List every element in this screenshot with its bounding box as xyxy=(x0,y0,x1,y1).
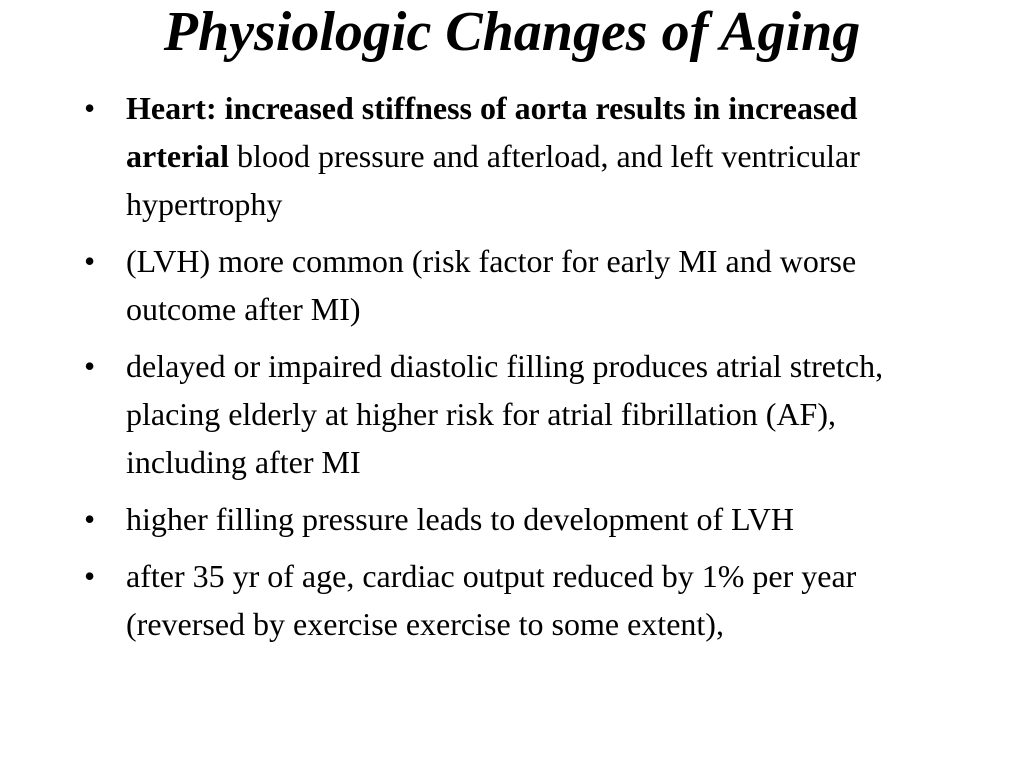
bullet-item xyxy=(84,495,954,543)
slide-title: Physiologic Changes of Aging xyxy=(163,1,861,63)
bullet-text: (LVH) more common (risk factor for early MI and worse outcome after MI) xyxy=(126,243,857,327)
bullet-dot-icon: • xyxy=(84,348,96,384)
bullet-item xyxy=(84,552,954,648)
bullet-text: blood pressure and afterload, and left ventricular hypertrophy xyxy=(126,138,860,222)
bullet-bold-text: Heart: increased stiffness of aorta results in increased arterial xyxy=(126,90,858,174)
bullet-dot-icon: • xyxy=(84,558,96,594)
bullet-text: delayed or impaired diastolic filling produces atrial stretch, placing elderly at higher risk for atrial fibrillation (AF), including after MI xyxy=(126,348,884,480)
bullet-item xyxy=(84,84,954,228)
bullet-item xyxy=(84,237,954,333)
bullet-dot-icon: • xyxy=(84,90,96,126)
bullet-dot-icon: • xyxy=(84,501,96,537)
bullet-list xyxy=(84,84,954,657)
bullet-text: higher filling pressure leads to development of LVH xyxy=(126,501,794,537)
bullet-text: after 35 yr of age, cardiac output reduced by 1% per year (reversed by exercise exercise to some extent), xyxy=(126,558,857,642)
bullet-dot-icon: • xyxy=(84,243,96,279)
bullet-item xyxy=(84,342,954,486)
